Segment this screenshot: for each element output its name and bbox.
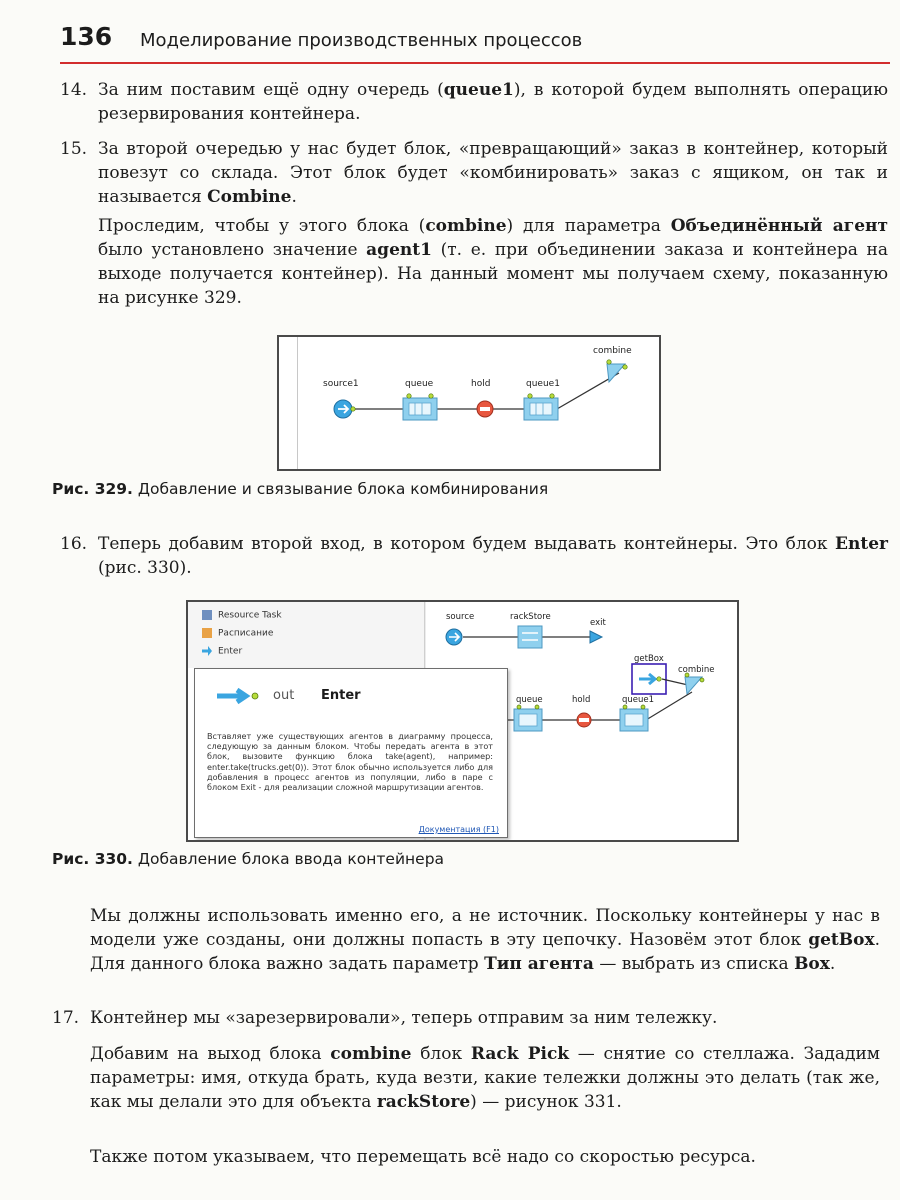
combine-label: combine — [593, 346, 632, 356]
item-number: 14. — [60, 80, 88, 100]
queue1-block-icon — [524, 394, 558, 420]
enter-tooltip — [194, 668, 508, 838]
combine-block-icon — [607, 360, 627, 382]
queue-block-icon — [514, 705, 542, 731]
tooltip-body: Вставляет уже существующих агентов в диаграмму процесса, следующую за данным блоком. Чтобы передать агента в этот блок, вызовите функцию блока take(agent), например: enter.take(trucks.get(0)). Этот блок обычно используется либо для добавления в процесс агентов из популяции, либо в паре с блоком Exit - для реализации сложной маршрутизации агентов. — [207, 731, 493, 793]
source-block-icon — [334, 400, 355, 418]
enter-icon — [202, 646, 212, 656]
source-label: source1 — [323, 379, 359, 389]
process-diagram — [279, 337, 659, 469]
paragraph-16b: Мы должны использовать именно его, а не источник. Поскольку контейнеры у нас в модели уже созданы, они должны попасть в эту цепочку. Назовём этот блок getBox. Для данного блока важно задать параметр Тип агента — выбрать из списка Box. — [90, 906, 880, 974]
paragraph-17c: Также потом указываем, что перемещать всё надо со скоростью ресурса. — [90, 1147, 756, 1167]
running-head: Моделирование производственных процессов — [140, 30, 583, 51]
page-header — [60, 22, 890, 58]
exit-label: exit — [590, 618, 606, 628]
paragraph-15b: Проследим, чтобы у этого блока (combine) для параметра Объединённый агент было установлено значение agent1 (т. е. при объединении заказа и контейнера на выходе получается контейнер). На данный момент мы получаем схему, показанную на рисунке 329. — [98, 216, 888, 308]
item-text: Контейнер мы «зарезервировали», теперь отправим за ним тележку. — [90, 1008, 718, 1028]
source-block-icon — [446, 629, 462, 645]
queue1-label: queue1 — [526, 379, 560, 389]
rackstore-block-icon — [518, 626, 542, 648]
queue-block-icon — [403, 394, 437, 420]
item-text: Теперь добавим второй вход, в котором будем выдавать контейнеры. Это блок Enter (рис. 330). — [98, 534, 888, 578]
source-label: source — [446, 612, 475, 622]
documentation-link[interactable]: Документация (F1) — [418, 825, 499, 834]
getbox-label: getBox — [634, 654, 664, 664]
calendar-icon — [202, 628, 212, 638]
hold-block-icon — [477, 401, 493, 417]
figure-330 — [186, 600, 739, 842]
item-number: 16. — [60, 534, 88, 554]
exit-block-icon — [590, 631, 602, 643]
queue-label: queue — [405, 379, 434, 389]
palette-item-resource-task[interactable]: Resource Task — [202, 610, 282, 626]
enter-arrow-icon — [215, 687, 267, 705]
hold-label: hold — [471, 379, 491, 389]
item-number: 17. — [52, 1008, 80, 1028]
queue1-block-icon — [620, 705, 648, 731]
item-text: За второй очередью у нас будет блок, «превращающий» заказ в контейнер, который повезут со склада. Этот блок будет «комбинировать» заказ с ящиком, он так и называется Combine. — [98, 139, 888, 207]
getbox-block-icon — [639, 674, 661, 684]
figure-330-caption: Рис. 330. Добавление блока ввода контейнера — [52, 850, 445, 868]
queue-label: queue — [516, 695, 543, 705]
header-rule — [60, 62, 890, 64]
palette-item-schedule[interactable]: Расписание — [202, 628, 273, 644]
task-icon — [202, 610, 212, 620]
combine-block-icon — [685, 673, 704, 694]
hold-label: hold — [572, 695, 591, 705]
page-number: 136 — [60, 22, 113, 51]
item-text: За ним поставим ещё одну очередь (queue1), в которой будем выполнять операцию резервирования контейнера. — [98, 80, 888, 124]
tooltip-title: Enter — [321, 688, 361, 703]
figure-329 — [277, 335, 661, 471]
hold-block-icon — [577, 713, 591, 727]
palette-item-enter[interactable]: Enter — [202, 646, 242, 662]
palette-panel — [188, 602, 425, 668]
tooltip-port: out — [273, 688, 295, 703]
figure-329-caption: Рис. 329. Добавление и связывание блока комбинирования — [52, 480, 549, 498]
rackstore-label: rackStore — [510, 612, 551, 622]
paragraph-17b: Добавим на выход блока combine блок Rack Pick — снятие со стеллажа. Зададим параметры: имя, откуда брать, куда везти, какие тележки должны это делать (так же, как мы делали это для объекта rackStore) — рисунок 331. — [90, 1044, 881, 1112]
item-number: 15. — [60, 139, 88, 159]
queue1-label: queue1 — [622, 695, 655, 705]
combine-label: combine — [678, 665, 715, 675]
